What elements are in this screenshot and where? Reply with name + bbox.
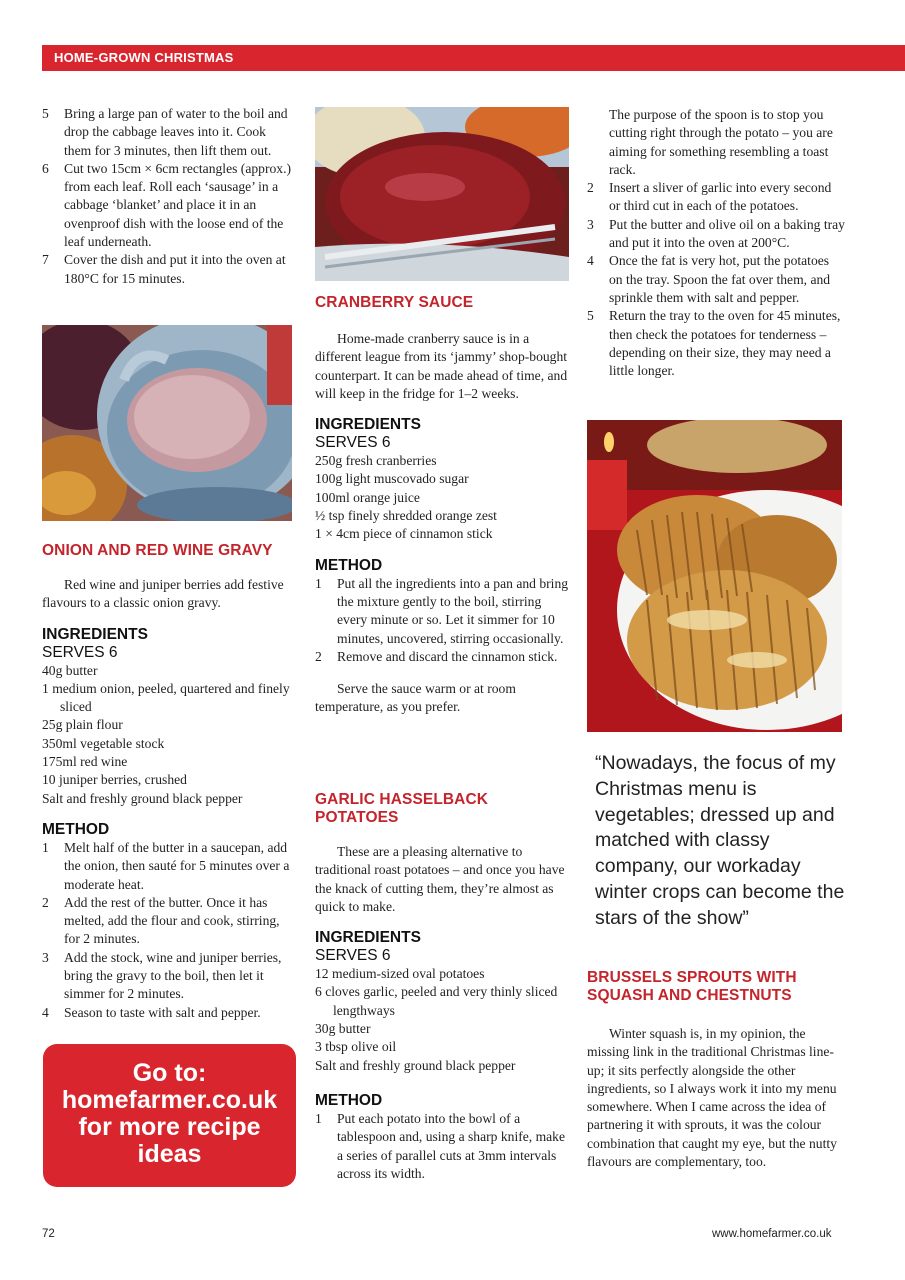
hasselback-title-line: GARLIC HASSELBACK — [315, 791, 489, 808]
sprouts-intro: Winter squash is, in my opinion, the missing link in the traditional Christmas line-up; it sits perfectly alongside the other ingredients, so I always work it into my menu somewhere. When I came across the idea of partnering it with sprouts, it was the colour combination that caught my eye, but the nutty flavours are complementary, too. — [587, 1026, 837, 1170]
ingredient-item: Salt and freshly ground black pepper — [42, 790, 243, 806]
cabbage-steps-list — [42, 105, 294, 288]
step-number: 5 — [42, 106, 49, 121]
hasselback-method-list-continued — [587, 179, 845, 380]
step-text: Once the fat is very hot, put the potatoes on the tray. Spoon the fat over them, and sprinkle them with salt and pepper. — [609, 253, 831, 305]
step-text: Put all the ingredients into a pan and bring the mixture gently to the boil, stirring every minute or so. Let it simmer for 10 minutes, uncovered, stirring occasionally. — [337, 575, 569, 646]
step-number: 2 — [587, 180, 594, 196]
step-number: 1 — [315, 1110, 322, 1126]
promo-line: Go to: — [132, 1059, 207, 1087]
ingredient-item: 350ml vegetable stock — [42, 735, 165, 751]
step-number: 2 — [42, 894, 49, 910]
hasselback-serves: SERVES 6 — [315, 947, 391, 965]
section-title: HOME-GROWN CHRISTMAS — [54, 50, 234, 65]
step-item — [42, 839, 294, 894]
hasselback-continued-text: The purpose of the spoon is to stop you cutting right through the potato – you are aiming for something resembling a toast rack. — [609, 107, 833, 177]
step-number: 3 — [587, 216, 594, 232]
step-number: 7 — [42, 252, 49, 268]
sprouts-title-line: SQUASH AND CHESTNUTS — [587, 987, 792, 1004]
hasselback-method-heading: METHOD — [315, 1091, 383, 1109]
step-text: Put each potato into the bowl of a tablespoon and, using a sharp knife, make a series of parallel cuts at 3mm intervals across its width. — [337, 1110, 566, 1181]
cranberry-method-heading: METHOD — [315, 556, 383, 574]
cranberry-title: CRANBERRY SAUCE — [315, 294, 474, 311]
step-item — [42, 894, 294, 949]
ingredient-item: 6 cloves garlic, peeled and very thinly sliced lengthways — [315, 984, 558, 1018]
step-number: 5 — [587, 308, 594, 324]
gravy-method-list — [42, 839, 294, 1022]
cranberry-ingredients-list — [315, 452, 569, 543]
ingredient-item: 10 juniper berries, crushed — [42, 772, 187, 788]
ingredient-item: 12 medium-sized oval potatoes — [315, 966, 485, 982]
hasselback-ingredients-heading: INGREDIENTS — [315, 929, 421, 947]
step-item — [587, 179, 845, 216]
pull-quote: “Nowadays, the focus of my Christmas menu is vegetables; dressed up and matched with classy company, our workaday winter crops can become the stars of the show” — [595, 752, 845, 929]
cranberry-recipe — [315, 294, 569, 717]
step-text: Melt half of the butter in a saucepan, add the onion, then sauté for 5 minutes over a moderate heat. — [64, 839, 290, 892]
step-number: 3 — [42, 949, 49, 965]
gravy-title: ONION AND RED WINE GRAVY — [42, 542, 273, 559]
ingredient-item: 30g butter — [315, 1021, 371, 1037]
step-number: 1 — [315, 575, 322, 591]
step-text: Put the butter and olive oil on a baking tray and put it into the oven at 200°C. — [609, 216, 845, 251]
gravy-method-heading: METHOD — [42, 820, 110, 838]
hasselback-title-line: POTATOES — [315, 809, 399, 826]
promo-line: homefarmer.co.uk — [61, 1086, 278, 1114]
ingredient-item: 100ml orange juice — [315, 489, 420, 505]
step-item — [587, 307, 845, 380]
gravy-boat-illustration — [42, 325, 292, 521]
hasselback-potatoes-photo — [587, 420, 842, 732]
promo-line: ideas — [137, 1140, 202, 1168]
step-item — [42, 105, 294, 160]
step-item — [315, 648, 569, 666]
step-text: Return the tray to the oven for 45 minutes, then check the potatoes for tenderness – depending on their size, they may need a little longer. — [609, 308, 841, 379]
hasselback-intro: These are a pleasing alternative to traditional roast potatoes – and once you have the knack of cutting them, they’re almost as quick to make. — [315, 844, 565, 914]
step-number: 6 — [42, 160, 49, 176]
column-1-steps — [42, 105, 294, 288]
gravy-boat-photo — [42, 325, 292, 521]
step-text: Cover the dish and put it into the oven at 180°C for 15 minutes. — [64, 252, 286, 286]
ingredient-item: ½ tsp finely shredded orange zest — [315, 508, 497, 524]
cranberry-intro: Home-made cranberry sauce is in a different league from its ‘jammy’ shop-bought counterpart. It can be made ahead of time, and will keep in the fridge for 1–2 weeks. — [315, 331, 568, 401]
step-item — [587, 216, 845, 253]
step-text: Insert a sliver of garlic into every second or third cut in each of the potatoes. — [609, 180, 832, 214]
step-item — [315, 575, 569, 648]
gravy-serves: SERVES 6 — [42, 643, 118, 661]
ingredient-item: 25g plain flour — [42, 717, 123, 733]
cranberry-ingredients-heading: INGREDIENTS — [315, 416, 421, 434]
sprouts-title — [587, 969, 845, 1005]
step-item — [315, 1110, 569, 1183]
hasselback-method-continued — [587, 106, 845, 380]
step-text: Add the stock, wine and juniper berries, bring the gravy to the boil, then let it simmer for 2 minutes. — [64, 949, 282, 1002]
cranberry-serves: SERVES 6 — [315, 434, 391, 452]
gravy-intro: Red wine and juniper berries add festive flavours to a classic onion gravy. — [42, 577, 284, 611]
page-number: 72 — [42, 1228, 55, 1240]
step-number: 4 — [587, 253, 594, 269]
step-item — [42, 251, 294, 288]
step-number: 4 — [42, 1004, 49, 1020]
ingredient-item: 175ml red wine — [42, 754, 128, 770]
cranberry-sauce-photo — [315, 107, 569, 281]
step-text: Bring a large pan of water to the boil and drop the cabbage leaves into it. Cook them for 3 minutes, then lift them out. — [64, 106, 288, 158]
sprouts-title-line: BRUSSELS SPROUTS WITH — [587, 969, 797, 986]
step-item — [42, 160, 294, 251]
step-text: Remove and discard the cinnamon stick. — [337, 648, 558, 664]
cranberry-sauce-illustration — [315, 107, 569, 281]
hasselback-title — [315, 791, 569, 827]
section-header-bar — [42, 45, 905, 71]
ingredient-item: 1 × 4cm piece of cinnamon stick — [315, 526, 493, 542]
step-number: 2 — [315, 648, 322, 664]
ingredient-item: 3 tbsp olive oil — [315, 1039, 397, 1055]
hasselback-ingredients-list — [315, 965, 569, 1075]
step-text: Cut two 15cm × 6cm rectangles (approx.) from each leaf. Roll each ‘sausage’ in a cabbage ‘blanket’ and place it in an ovenproof dish with the loose end of the leaf underneath. — [64, 160, 291, 250]
hasselback-method-list — [315, 1110, 569, 1183]
cranberry-method-list — [315, 575, 569, 666]
step-text: Season to taste with salt and pepper. — [64, 1004, 261, 1020]
sprouts-recipe — [587, 969, 845, 1171]
step-item — [42, 1004, 294, 1022]
step-number: 1 — [42, 839, 49, 855]
ingredient-item: 40g butter — [42, 662, 98, 678]
gravy-recipe — [42, 542, 294, 1022]
gravy-ingredients-heading: INGREDIENTS — [42, 625, 148, 643]
hasselback-potatoes-illustration — [587, 420, 842, 732]
cranberry-serving-note: Serve the sauce warm or at room temperature, as you prefer. — [315, 681, 516, 715]
hasselback-recipe — [315, 791, 569, 1183]
ingredient-item: Salt and freshly ground black pepper — [315, 1057, 516, 1073]
gravy-ingredients-list — [42, 662, 294, 808]
promo-box-link[interactable] — [43, 1044, 296, 1187]
step-item — [42, 949, 294, 1004]
ingredient-item: 250g fresh cranberries — [315, 453, 437, 469]
website-link[interactable]: www.homefarmer.co.uk — [712, 1228, 832, 1240]
promo-line: for more recipe — [78, 1113, 261, 1141]
ingredient-item: 100g light muscovado sugar — [315, 471, 469, 487]
step-text: Add the rest of the butter. Once it has melted, add the flour and cook, stirring, for 2 minutes. — [64, 894, 280, 947]
ingredient-item: 1 medium onion, peeled, quartered and finely sliced — [42, 680, 290, 715]
step-item — [587, 252, 845, 307]
